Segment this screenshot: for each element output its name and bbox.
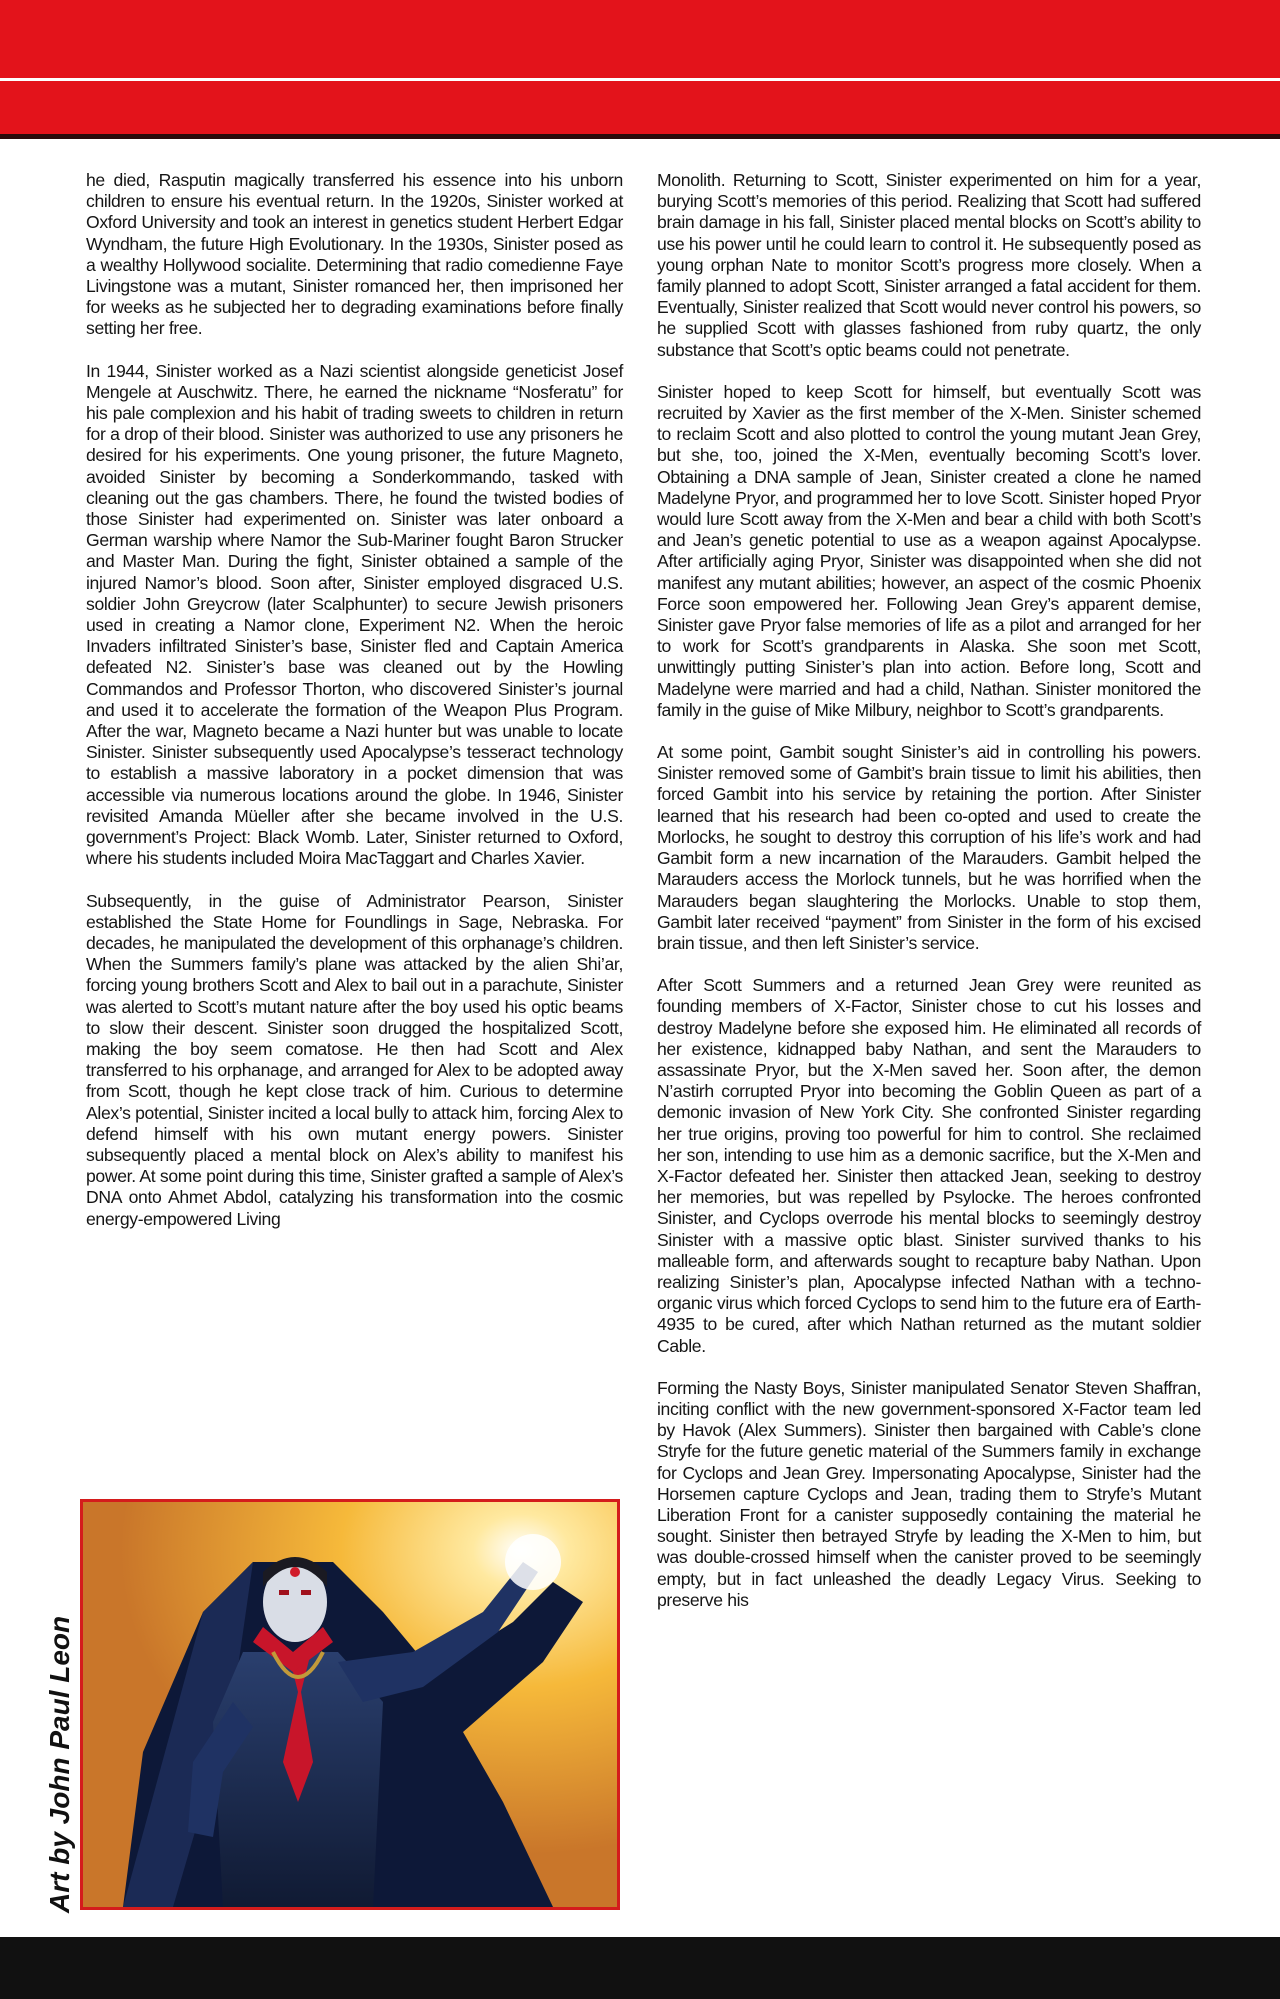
paragraph: he died, Rasputin magically transferred his essence into his unborn children to ensure his eventual return. In the 1920s, Sinister worked at Oxford University and took an interest in genetics student Herbert Edgar Wyndham, the future High Evolutionary. In the 1930s, Sinister posed as a wealthy Hollywood socialite. Determining that radio comedienne Faye Livingstone was a mutant, Sinister romanced her, then imprisoned her for weeks as he subjected her to degrading examinations before finally setting her free.: [86, 170, 623, 339]
right-eye-shape: [301, 1590, 311, 1595]
right-column: [657, 170, 1201, 1632]
forehead-gem-shape: [290, 1567, 300, 1577]
header-rule: [0, 78, 1280, 81]
left-eye-shape: [279, 1590, 289, 1595]
left-column: [86, 170, 623, 1251]
illustration-svg: [83, 1502, 617, 1907]
energy-burst-shape: [505, 1534, 561, 1590]
paragraph: At some point, Gambit sought Sinister’s aid in controlling his powers. Sinister removed some of Gambit’s brain tissue to limit his abilities, then forced Gambit into his service by retaining the portion. After Sinister learned that his research had been co-opted and used to create the Morlocks, he sought to destroy this corruption of his life’s work and had Gambit form a new incarnation of the Marauders. Gambit helped the Marauders access the Morlock tunnels, but he was horrified when the Marauders began slaughtering the Morlocks. Unable to stop them, Gambit later received “payment” from Sinister in the form of his excised brain tissue, and then left Sinister’s service.: [657, 742, 1201, 953]
art-credit: Art by John Paul Leon: [44, 1615, 75, 1913]
paragraph: In 1944, Sinister worked as a Nazi scientist alongside geneticist Josef Mengele at Auschwitz. There, he earned the nickname “Nosferatu” for his pale complexion and his habit of trading sweets to children in return for a drop of their blood. Sinister was authorized to use any prisoners he desired for his experiments. One young prisoner, the future Magneto, avoided Sinister by becoming a Sonderkommando, tasked with cleaning out the gas chambers. There, he found the twisted bodies of those Sinister had experimented on. Sinister was later onboard a German warship where Namor the Sub-Mariner fought Baron Strucker and Master Man. During the fight, Sinister obtained a sample of the injured Namor’s blood. Soon after, Sinister employed disgraced U.S. soldier John Greycrow (later Scalphunter) to secure Jewish prisoners used in creating a Namor clone, Experiment N2. When the heroic Invaders infiltrated Sinister’s base, Sinister fled and Captain America defeated N2. Sinister’s base was cleaned out by the Howling Commandos and Professor Thorton, who discovered Sinister’s journal and used it to accelerate the formation of the Weapon Plus Program. After the war, Magneto became a Nazi hunter but was unable to locate Sinister. Sinister subsequently used Apocalypse’s tesseract technology to establish a massive laboratory in a pocket dimension that was accessible via numerous locations around the globe. In 1946, Sinister revisited Amanda Müeller after she became involved in the U.S. government’s Project: Black Womb. Later, Sinister returned to Oxford, where his students included Moira MacTaggart and Charles Xavier.: [86, 360, 623, 869]
paragraph: Monolith. Returning to Scott, Sinister experimented on him for a year, burying Scott’s memories of this period. Realizing that Scott had suffered brain damage in his fall, Sinister placed mental blocks on Scott’s ability to use his power until he could learn to control it. He subsequently posed as young orphan Nate to monitor Scott’s progress more closely. When a family planned to adopt Scott, Sinister arranged a fatal accident for them. Eventually, Sinister realized that Scott would never control his powers, so he supplied Scott with glasses fashioned from ruby quartz, the only substance that Scott’s optic beams could not penetrate.: [657, 170, 1201, 360]
paragraph: Sinister hoped to keep Scott for himself, but eventually Scott was recruited by Xavier as the first member of the X-Men. Sinister schemed to reclaim Scott and also plotted to control the young mutant Jean Grey, but she, too, joined the X-Men, eventually becoming Scott’s lover. Obtaining a DNA sample of Jean, Sinister created a clone he named Madelyne Pryor, and programmed her to love Scott. Sinister hoped Pryor would lure Scott away from the X-Men and bear a child with both Scott’s and Jean’s genetic potential to use as a weapon against Apocalypse. After artificially aging Pryor, Sinister was disappointed when she did not manifest any mutant abilities; however, an aspect of the cosmic Phoenix Force soon empowered her. Following Jean Grey’s apparent demise, Sinister gave Pryor false memories of life as a pilot and arranged for her to work for Scott’s grandparents in Alaska. She soon met Scott, unwittingly putting Sinister’s plan into action. Before long, Scott and Madelyne were married and had a child, Nathan. Sinister monitored the family in the guise of Mike Milbury, neighbor to Scott’s grandparents.: [657, 381, 1201, 720]
footer-band: [0, 1937, 1280, 1999]
header-shadow: [0, 134, 1280, 139]
paragraph: After Scott Summers and a returned Jean Grey were reunited as founding members of X-Factor, Sinister chose to cut his losses and destroy Madelyne before she exposed him. He eliminated all records of her existence, kidnapped baby Nathan, and sent the Marauders to assassinate Pryor, but the X-Men saved her. Soon after, the demon N’astirh corrupted Pryor into becoming the Goblin Queen as part of a demonic invasion of New York City. She confronted Sinister regarding her true origins, proving too powerful for him to control. She reclaimed her son, intending to use him as a demonic sacrifice, but the X-Men and X-Factor defeated her. Sinister then attacked Jean, seeking to destroy her memories, but was repelled by Psylocke. The heroes confronted Sinister, and Cyclops overrode his mental blocks to seemingly destroy Sinister with a massive optic blast. Sinister survived thanks to his malleable form, and afterwards sought to recapture baby Nathan. Upon realizing Sinister’s plan, Apocalypse infected Nathan with a techno-organic virus which forced Cyclops to send him to the future era of Earth-4935 to be cured, after which Nathan returned as the mutant soldier Cable.: [657, 975, 1201, 1356]
paragraph: Forming the Nasty Boys, Sinister manipulated Senator Steven Shaffran, inciting conflict with the new government-sponsored X-Factor team led by Havok (Alex Summers). Sinister then bargained with Cable’s clone Stryfe for the future genetic material of the Summers family in exchange for Cyclops and Jean Grey. Impersonating Apocalypse, Sinister had the Horsemen capture Cyclops and Jean, trading them to Stryfe’s Mutant Liberation Front for a canister supposedly containing the material he sought. Sinister then betrayed Stryfe by leading the X-Men to him, but was double-crossed himself when the canister proved to be seemingly empty, but in fact unleashed the deadly Legacy Virus. Seeking to preserve his: [657, 1377, 1201, 1610]
sinister-artwork: [80, 1499, 620, 1910]
paragraph: Subsequently, in the guise of Administrator Pearson, Sinister established the State Home for Foundlings in Sage, Nebraska. For decades, he manipulated the development of this orphanage’s children. When the Summers family’s plane was attacked by the alien Shi’ar, forcing young brothers Scott and Alex to bail out in a parachute, Sinister was alerted to Scott’s mutant nature after the boy used his optic beams to slow their descent. Sinister soon drugged the hospitalized Scott, making the boy seem comatose. He then had Scott and Alex transferred to his orphanage, and arranged for Alex to be adopted away from Scott, though he kept close track of him. Curious to determine Alex’s potential, Sinister incited a local bully to attack him, forcing Alex to defend himself with his own mutant energy powers. Sinister subsequently placed a mental block on Alex’s ability to manifest his power. At some point during this time, Sinister grafted a sample of Alex’s DNA onto Ahmet Abdol, catalyzing his transformation into the cosmic energy-empowered Living: [86, 890, 623, 1229]
header-band: [0, 0, 1280, 138]
